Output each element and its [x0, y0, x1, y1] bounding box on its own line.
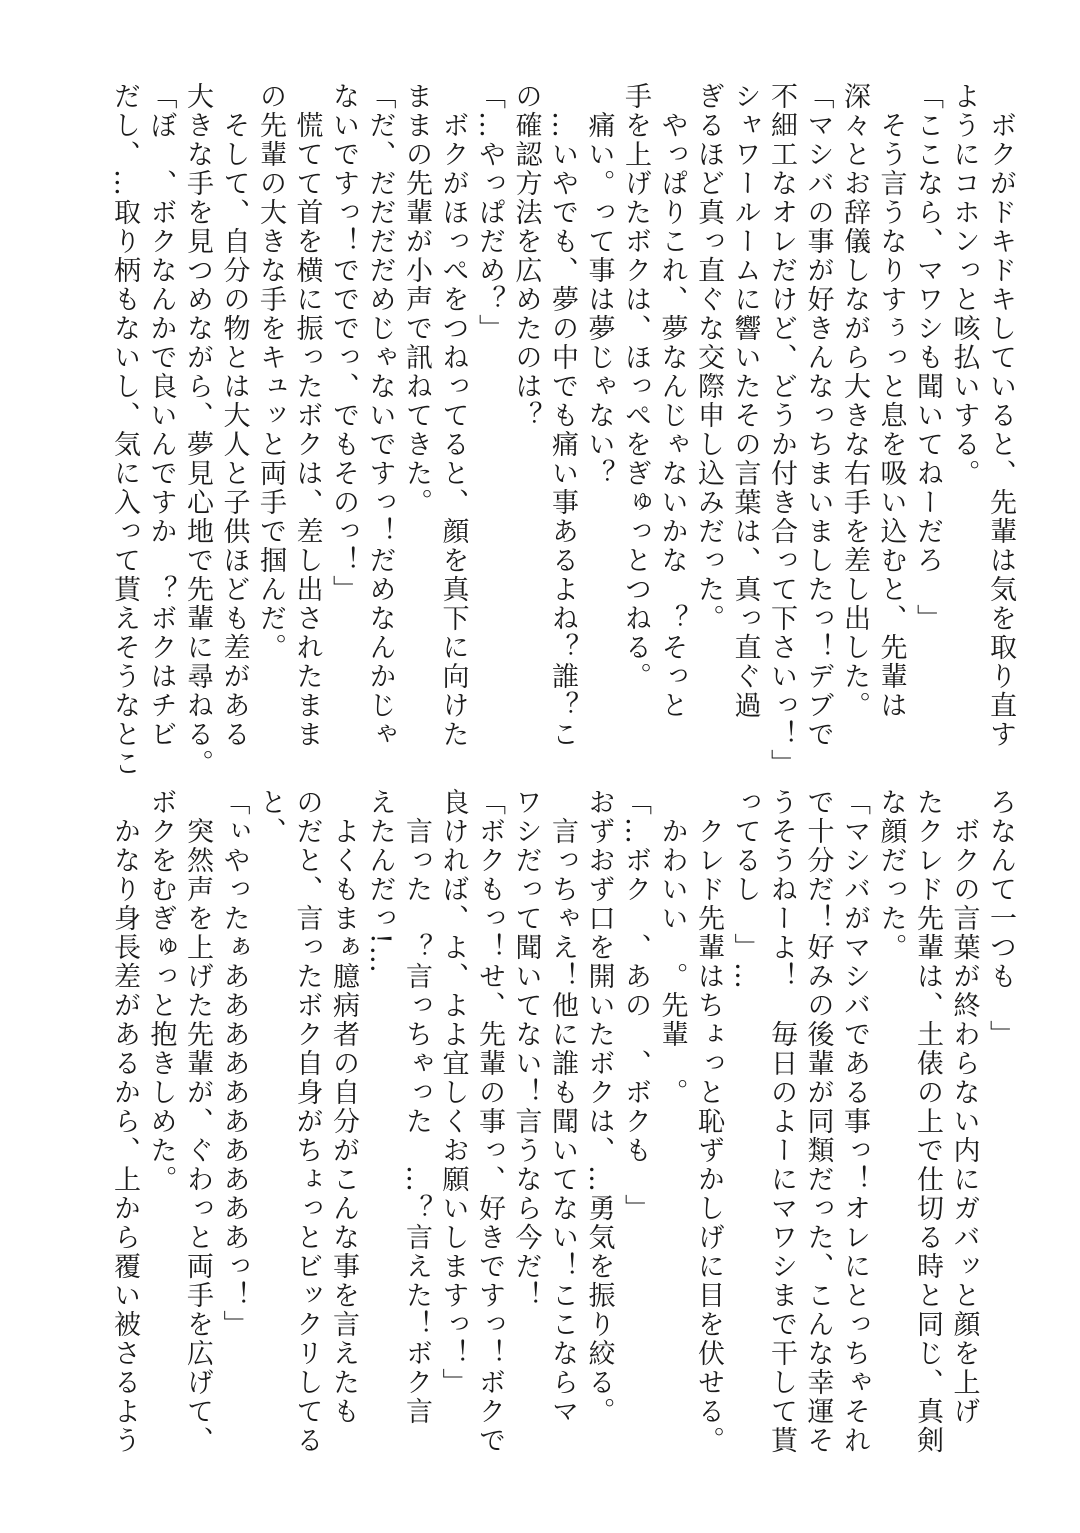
text-line: の先輩の大きな手をキュッと両手で掴んだ。 [255, 82, 286, 662]
text-line: ないですっ！でででっ、でもそのっ！」 [328, 82, 359, 604]
text-line: たクレド先輩は、土俵の上で仕切る時と同じ、真剣 [912, 788, 943, 1455]
text-line: ってるし 」… [729, 788, 761, 991]
text-line: 慌てて首を横に振ったボクは、差し出されたまま [291, 111, 323, 749]
text-line: 「ここなら、マワシも聞いてねーだろ 」 [912, 82, 943, 633]
text-line: のだと、言ったボク自身がちょっとビックリしてる [291, 788, 323, 1455]
text-line: 大きな手を見つめながら、夢見心地で先輩に尋ねる。 [182, 82, 213, 778]
text-line: 「ぃやったぁああああああああああっ！」 [218, 788, 250, 1339]
text-line: ワシだって聞いてない！言うなら今だ！ [510, 788, 542, 1310]
text-line: かなり身長差があるから、上から覆い被さるよう [109, 817, 140, 1455]
text-line: そう言うなりすぅっと息を吸い込むと、先輩は [875, 111, 907, 720]
text-line: クレド先輩はちょっと恥ずかしげに目を伏せる。 [693, 817, 724, 1455]
text-line: シャワールームに響いたその言葉は、真っ直ぐ過 [729, 82, 761, 720]
text-line: おずおず口を開いたボクは、…勇気を振り絞る。 [583, 788, 615, 1426]
text-line: 手を上げたボクは、ほっぺをぎゅっとつねる。 [620, 82, 651, 691]
text-line: ろなんて一つも 」 [985, 788, 1016, 1049]
text-line: 言っちゃえ！他に誰も聞いてない！ここならマ [547, 817, 578, 1426]
text-line: ようにコホンっと咳払いする。 [948, 82, 980, 488]
text-line: 「マシバの事が好きんなっちまいましたっ！デブで [802, 82, 834, 749]
text-line: 不細工なオレだけど、どうか付き合って下さいっ！」 [766, 82, 797, 778]
text-line: 言った ？言っちゃった …？言えた！ボク言 [401, 817, 432, 1426]
text-line: 「ぼ 、ボクなんかで良いんですか ？ボクはチビ [145, 82, 177, 749]
text-line: で十分だ！好みの後輩が同類だった、こんな幸運そ [802, 788, 834, 1455]
text-line: な顔だった。 [875, 788, 907, 962]
text-line: ボクがドキドキしていると、先輩は気を取り直す [985, 111, 1016, 749]
text-line: ボクの言葉が終わらない内にガバッと顔を上げ [948, 817, 980, 1426]
text-line: 「…やっぱだめ？」 [474, 82, 505, 343]
text-line: 「ボクもっ！せ、先輩の事っ、好きですっ！ボクで [474, 788, 505, 1455]
text-line: うそうねーよ！ 毎日のよーにマワシまで干して貰 [766, 788, 797, 1455]
text-line: そして、自分の物とは大人と子供ほども差がある [218, 111, 250, 749]
text-block-lower [106, 788, 1019, 1455]
text-line: 突然声を上げた先輩が、ぐわっと両手を広げて、 [182, 817, 213, 1455]
text-line: 深々とお辞儀しながら大きな右手を差し出した。 [839, 82, 870, 720]
text-line: ボクがほっぺをつねってると、顔を真下に向けた [437, 111, 469, 749]
text-line: ぎるほど真っ直ぐな交際申し込みだった。 [693, 82, 724, 633]
text-line: 良ければ、よ、よよ宜しくお願いしますっ！」 [437, 788, 469, 1397]
text-line: えたんだっ!… [364, 788, 396, 975]
text-line: の確認方法を広めたのは？ [510, 82, 542, 430]
text-line: 痛い。って事は夢じゃない？ [583, 111, 615, 488]
text-block-upper [106, 82, 1019, 778]
text-line: ままの先輩が小声で訊ねてきた。 [401, 82, 432, 517]
text-line: よくもまぁ臆病者の自分がこんな事を言えたも [328, 817, 359, 1426]
text-line: ボクをむぎゅっと抱きしめた。 [145, 788, 177, 1194]
text-line: かわいい 。先輩 。 [656, 817, 688, 1107]
text-line: と、 [255, 788, 286, 846]
text-line: 「…ボク 、あの 、ボクも 」 [620, 788, 651, 1223]
text-line: だし、…取り柄もないし、気に入って貰えそうなとこ [109, 82, 140, 778]
text-line: やっぱりこれ、夢なんじゃないかな ？そっと [656, 111, 688, 720]
text-line: 「だ、だだだだめじゃないですっ！だめなんかじゃ [364, 82, 396, 749]
text-line: …いやでも、夢の中でも痛い事あるよね？誰？こ [547, 111, 578, 749]
text-line: 「マシバがマシバである事っ！オレにとっちゃそれ [839, 788, 870, 1455]
